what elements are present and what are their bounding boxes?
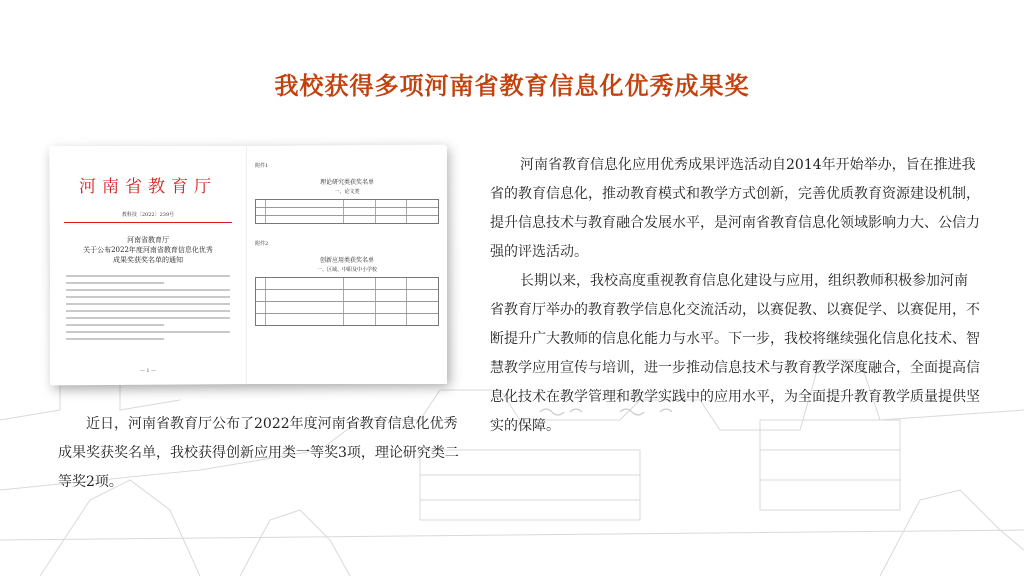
notice-title-line: 成果奖获奖名单的通知 xyxy=(113,256,183,264)
notice-title-line: 关于公布2022年度河南省教育信息化优秀 xyxy=(83,246,213,254)
innovation-award-table xyxy=(255,277,439,326)
doc-page-number: — 1 — xyxy=(139,368,157,374)
theory-list-title: 理论研究类获奖名单 xyxy=(319,179,374,186)
innovation-list-subtitle: 一、区域、中职及中小学校 xyxy=(316,267,377,273)
theory-award-table xyxy=(255,199,439,224)
doc-body-text xyxy=(66,275,230,340)
innovation-list-title: 创新应用类获奖名单 xyxy=(319,257,374,264)
doc-gov-header: 河南省教育厅 xyxy=(79,177,217,197)
notice-title-line: 河南省教育厅 xyxy=(127,236,169,244)
doc-notice-title xyxy=(50,235,246,265)
red-divider xyxy=(64,222,232,223)
paragraph-intro: 河南省教育信息化应用优秀成果评选活动自2014年开始举办，旨在推进我省的教育信息化，推动教育模式和教学方式创新，完善优质教育资源建设机制，提升信息技术与教育融合发展水平，是河南省教育信息化领域影响力大、公信力强的评选活动。 xyxy=(490,157,980,260)
slide-title: 我校获得多项河南省教育信息化优秀成果奖 xyxy=(274,72,750,100)
doc-number: 教科技〔2022〕239号 xyxy=(121,212,175,218)
attachment-2-label: 附件2 xyxy=(255,241,269,247)
official-notice-image xyxy=(50,146,446,384)
document-page-2 xyxy=(246,146,447,384)
paragraph-plan: 长期以来，我校高度重视教育信息化建设与应用，组织教师积极参加河南省教育厅举办的教育教学信息化交流活动，以赛促教、以赛促学、以赛促用，不断提升广大教师的信息化能力与水平。下一步，我校将继续强化信息化技术、智慧教学应用宣传与培训，进一步推动信息技术与教育教学深度融合，全面提高信息化技术在教学管理和教学实践中的应用水平，为全面提升教育教学质量提供坚实的保障。 xyxy=(490,273,980,434)
attachment-1-label: 附件1 xyxy=(255,163,269,169)
document-page-1 xyxy=(50,146,246,384)
theory-list-subtitle: 一、论文类 xyxy=(334,189,360,195)
article-body xyxy=(490,151,980,441)
image-caption: 近日，河南省教育厅公布了2022年度河南省教育信息化优秀成果奖获奖名单，我校获得创新应用类一等奖3项，理论研究类二等奖2项。 xyxy=(58,416,459,490)
